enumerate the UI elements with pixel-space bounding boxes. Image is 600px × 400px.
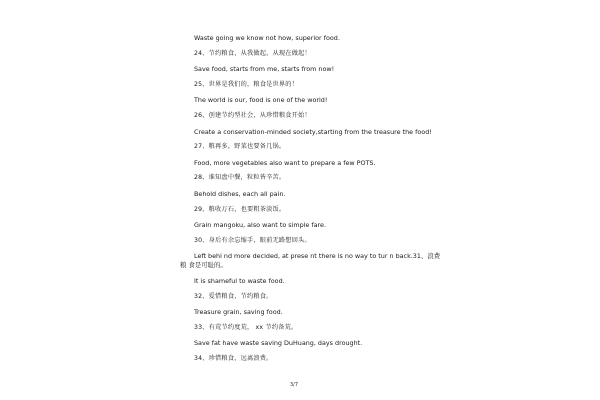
text-line: The world is our, food is one of the world! xyxy=(194,96,328,105)
text-line: Waste going we know not how, superior food. xyxy=(194,34,340,42)
text-line: Create a conservation-minded society,starting from the treasure the food! xyxy=(194,127,432,136)
text-line: 32、爱惜粮食，节约粮食。 xyxy=(194,292,273,300)
text-line: Save fat have waste saving DuHuang, days drought. xyxy=(194,339,363,348)
text-line: Behold dishes, each all pain. xyxy=(194,189,286,198)
text-line: 29、粮收万石，也要粗茶淡饭。 xyxy=(194,205,286,213)
text-line: 34、珍惜粮食，远离浪费。 xyxy=(194,354,273,362)
text-line: 30、身后有余忘缩手，眼前无路想回头。 xyxy=(194,236,311,244)
text-line: 27、粮再多，野菜也要备几锅。 xyxy=(194,143,286,151)
text-line: 24、节约粮食，从我做起，从现在做起！ xyxy=(194,49,311,57)
wrapped-paragraph xyxy=(180,252,441,269)
text-line: 33、有荒节约度荒， xx 节约备荒。 xyxy=(194,323,298,331)
text-line: Save food, starts from me, starts from now! xyxy=(194,65,335,74)
page-number: 3/7 xyxy=(290,382,299,388)
wrapped-line-second: 粮 食是可耻的。 xyxy=(180,260,227,269)
wrapped-line-first: Left behi nd more decided, at prese nt there is no way to tur n back.31、浪费 xyxy=(194,252,441,261)
text-line: It is shameful to waste food. xyxy=(194,276,285,285)
text-line: Grain mangoku, also want to simple fare. xyxy=(194,221,327,230)
document-body xyxy=(180,34,441,370)
text-line: Food, more vegetables also want to prepare a few POTS. xyxy=(194,158,376,167)
text-line: Treasure grain, saving food. xyxy=(194,308,283,317)
text-line: 25、世界是我们的，粮食是世界的！ xyxy=(194,80,299,88)
text-line: 28、谁知盘中餐，粒粒皆辛苦。 xyxy=(194,174,286,182)
text-line: 26、创建节约型社会，从珍惜粮食开始！ xyxy=(194,111,311,119)
